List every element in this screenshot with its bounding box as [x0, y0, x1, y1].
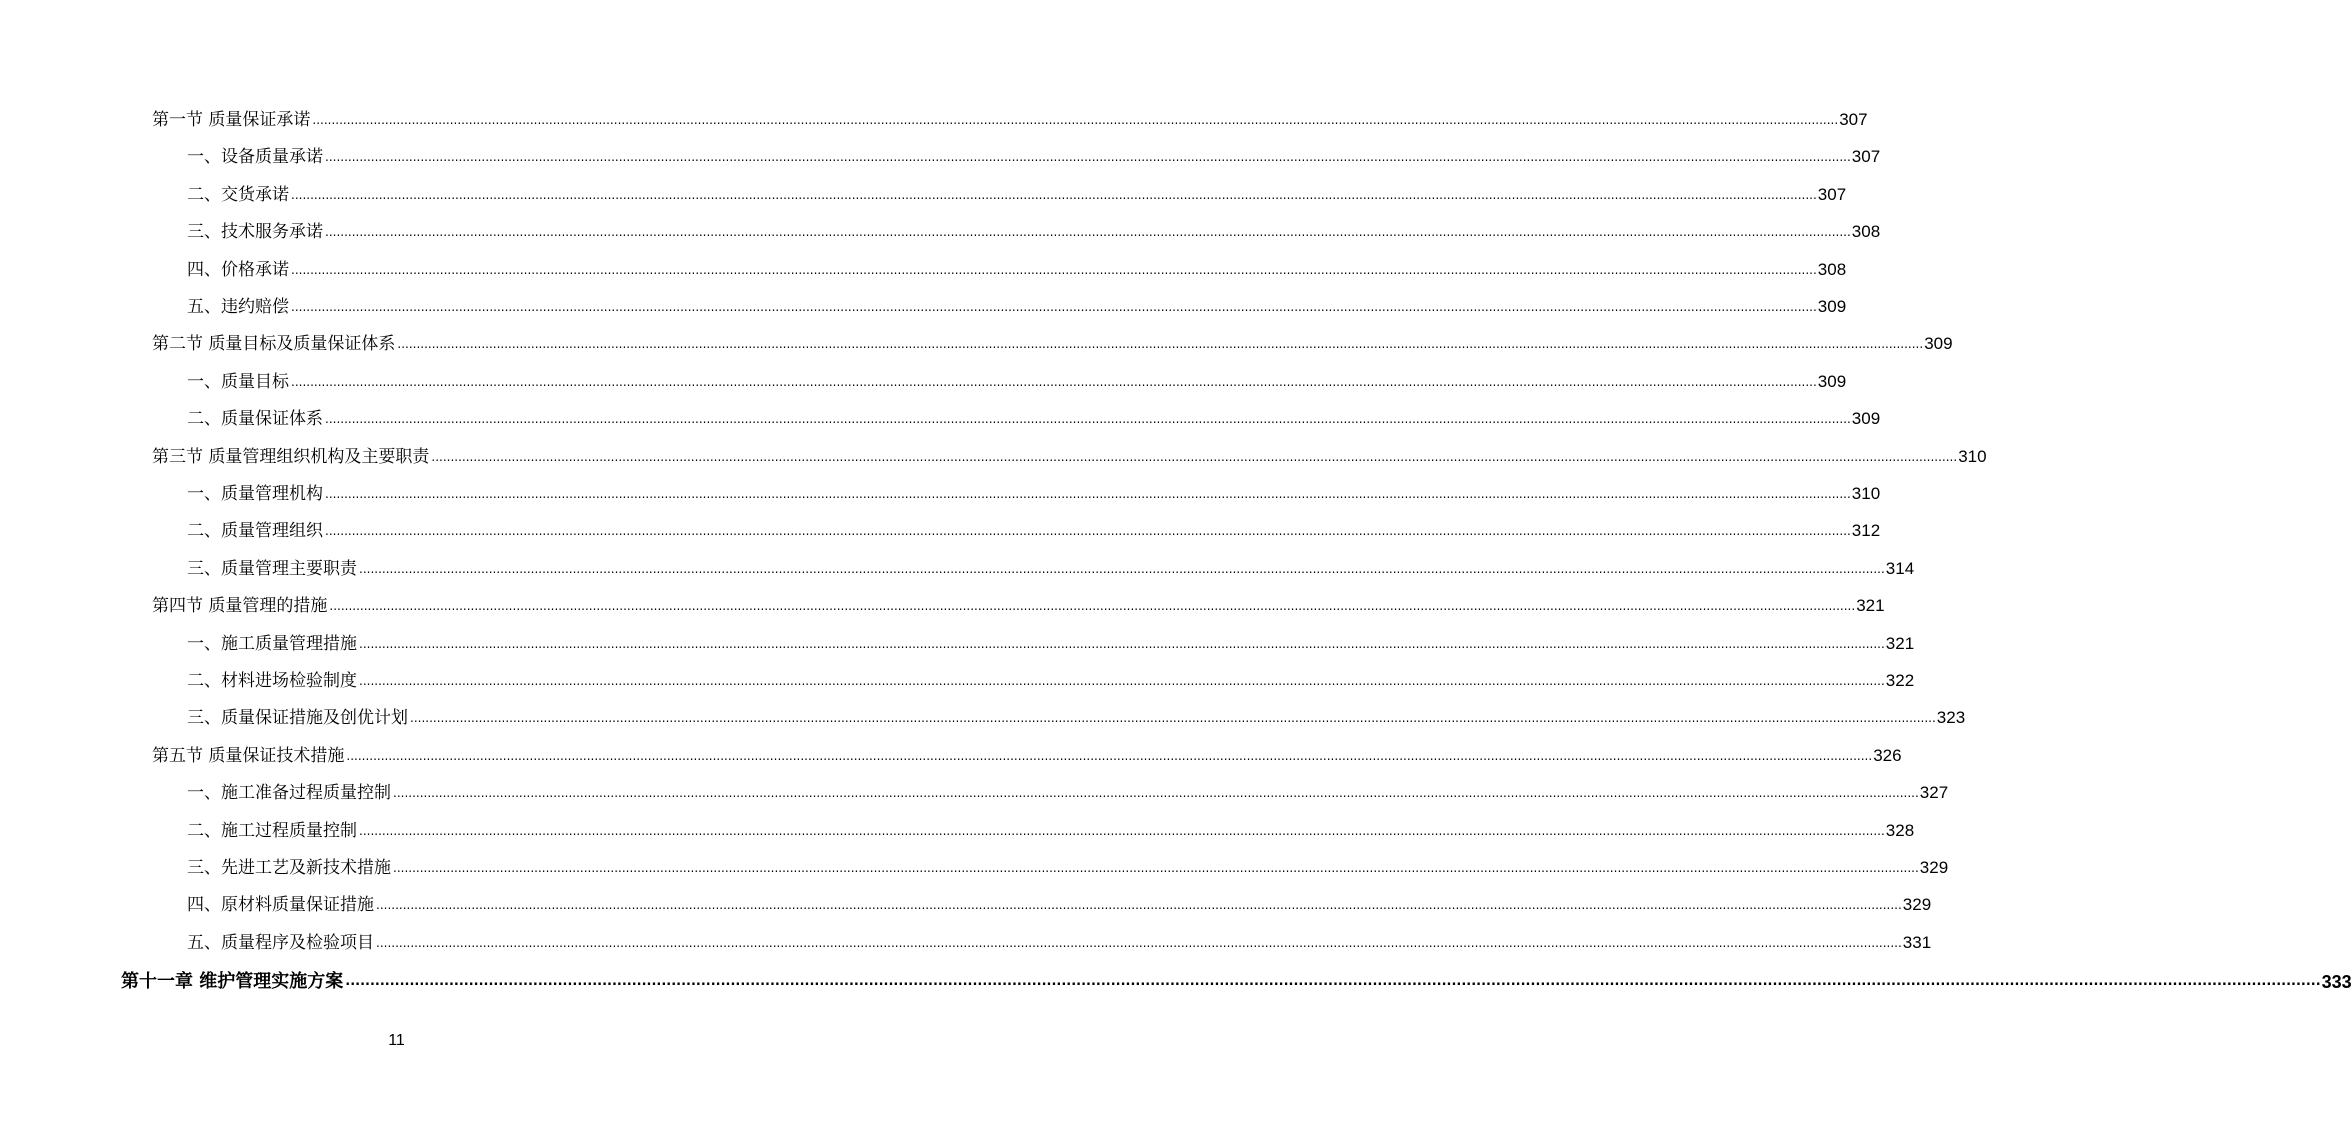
- dot-leader: ................................................................................................................................................................................................................................................................................................................................................................................................................: [291, 187, 1817, 202]
- toc-entry-item[interactable]: [187, 253, 1847, 281]
- toc-entry-page-number: 310: [1958, 446, 1987, 466]
- dot-leader: ................................................................................................................................................................................................................................................................................................................................................................................................................: [325, 487, 1851, 501]
- dot-leader: ................................................................................................................................................................................................................................................................................................................................................................................................................: [410, 711, 1936, 726]
- toc-entry-page-number: 310: [1851, 484, 1881, 503]
- toc-entry-item[interactable]: [187, 215, 1881, 243]
- dot-leader: ................................................................................................................................................................................................................................................................................................................................................................................................................: [325, 524, 1851, 539]
- dot-leader: ................................................................................................................................................................................................................................................................................................................................................................................................................: [393, 861, 1919, 875]
- toc-entry-item[interactable]: [187, 514, 1881, 542]
- toc-entry-title: 三、技术服务承诺: [187, 222, 323, 243]
- toc-entry-page-number: 308: [1817, 259, 1847, 279]
- dot-leader: ................................................................................................................................................................................................................................................................................................................................................................................................................: [325, 412, 1851, 427]
- toc-entry-title: 一、施工准备过程质量控制: [187, 783, 391, 804]
- toc-entry-title: 三、先进工艺及新技术措施: [187, 858, 391, 878]
- toc-entry-page-number: 329: [1902, 895, 1932, 915]
- toc-entry-title: 五、质量程序及检验项目: [187, 932, 374, 953]
- toc-entry-title: 第三节 质量管理组织机构及主要职责: [152, 446, 430, 467]
- toc-entry-item[interactable]: [187, 552, 1915, 580]
- toc-entry-title: 五、违约赔偿: [187, 297, 289, 317]
- dot-leader: ................................................................................................................................................................................................................................................................................................................................................................................................................: [393, 786, 1919, 801]
- toc-entry-title: 一、施工质量管理措施: [187, 633, 357, 654]
- toc-entry-title: 一、质量目标: [187, 371, 289, 392]
- toc-entry-title: 三、质量管理主要职责: [187, 558, 357, 579]
- dot-leader: ................................................................................................................................................................................................................................................................................................................................................................................................................: [291, 374, 1817, 389]
- toc-entry-title: 二、材料进场检验制度: [187, 671, 357, 691]
- toc-entry-title: 二、交货承诺: [187, 184, 289, 205]
- dot-leader: ................................................................................................................................................................................................................................................................................................................................................................................................................: [397, 337, 1924, 352]
- dot-leader: ................................................................................................................................................................................................................................................................................................................................................................................................................: [359, 636, 1885, 651]
- toc-entry-title: 第十一章 维护管理实施方案: [121, 971, 344, 993]
- toc-entry-page-number: 328: [1885, 820, 1915, 840]
- toc-entry-item[interactable]: [187, 290, 1847, 318]
- toc-entry-title: 第一节 质量保证承诺: [152, 110, 311, 130]
- toc-entry-page-number: 308: [1851, 222, 1881, 242]
- toc-entry-item[interactable]: [187, 776, 1949, 804]
- toc-entry-page-number: 309: [1851, 409, 1881, 429]
- toc-entry-page-number: 307: [1851, 147, 1881, 167]
- toc-entry-item[interactable]: [187, 140, 1881, 168]
- dot-leader: ................................................................................................................................................................................................................................................................................................................................................................................................................: [359, 823, 1885, 838]
- dot-leader: ................................................................................................................................................................................................................................................................................................................................................................................................................: [359, 674, 1885, 688]
- toc-entry-title: 二、质量保证体系: [187, 409, 323, 430]
- toc-entry-section[interactable]: [152, 103, 1868, 131]
- dot-leader: ................................................................................................................................................................................................................................................................................................................................................................................................................: [329, 599, 1856, 614]
- toc-entry-item[interactable]: [187, 402, 1881, 430]
- page-number: 11: [388, 1032, 405, 1049]
- dot-leader: ................................................................................................................................................................................................................................................................................................................................................................................................................: [291, 262, 1817, 277]
- toc-entry-item[interactable]: [187, 627, 1915, 655]
- toc-entry-chapter[interactable]: [121, 965, 2352, 993]
- toc-entry-page-number: 307: [1839, 110, 1868, 129]
- toc-entry-item[interactable]: [187, 365, 1847, 393]
- toc-entry-item[interactable]: [187, 814, 1915, 842]
- toc-entry-section[interactable]: [152, 327, 1953, 355]
- toc-entry-page-number: 307: [1817, 184, 1847, 204]
- dot-leader: ................................................................................................................................................................................................................................................................................................................................................................................................................: [325, 150, 1851, 165]
- toc-entry-title: 一、设备质量承诺: [187, 147, 323, 168]
- toc-entry-item[interactable]: [187, 701, 1966, 729]
- dot-leader: ................................................................................................................................................................................................................................................................................................................................................................................................................: [376, 898, 1902, 913]
- toc-entry-item[interactable]: [187, 851, 1949, 879]
- toc-entry-title: 四、价格承诺: [187, 259, 289, 280]
- toc-entry-item[interactable]: [187, 178, 1847, 206]
- toc-entry-title: 四、原材料质量保证措施: [187, 895, 374, 916]
- dot-leader: ................................................................................................................................................................................................................................................................................................................................................................................................................: [312, 113, 1839, 127]
- toc-entry-item[interactable]: [187, 926, 1932, 954]
- toc-entry-title: 第四节 质量管理的措施: [152, 596, 328, 617]
- toc-entry-page-number: 309: [1817, 371, 1847, 391]
- toc-entry-title: 二、质量管理组织: [187, 521, 323, 542]
- toc-entry-item[interactable]: [187, 888, 1932, 916]
- toc-entry-section[interactable]: [152, 440, 1987, 468]
- toc-entry-page-number: 309: [1817, 297, 1847, 316]
- dot-leader: ................................................................................................................................................................................................................................................................................................................................................................................................................: [291, 300, 1817, 314]
- toc-entry-page-number: 321: [1856, 596, 1885, 616]
- toc-entry-page-number: 333: [2321, 972, 2352, 993]
- toc-entry-title: 第二节 质量目标及质量保证体系: [152, 334, 396, 355]
- toc-entry-page-number: 331: [1902, 932, 1932, 952]
- dot-leader: ................................................................................................................................................................................................................................................................................................................................................................................................................: [376, 935, 1902, 950]
- toc-entry-page-number: 321: [1885, 633, 1915, 653]
- toc-entry-title: 三、质量保证措施及创优计划: [187, 708, 408, 729]
- toc-entry-item[interactable]: [187, 477, 1881, 505]
- dot-leader: ................................................................................................................................................................................................................................................................................................................................................................................................................: [359, 561, 1885, 576]
- dot-leader: ................................................................................................................................................................................................................................................................................................................................................................................................................: [431, 449, 1958, 464]
- toc-entry-page-number: 326: [1873, 745, 1902, 765]
- toc-entry-title: 一、质量管理机构: [187, 484, 323, 504]
- toc-entry-title: 第五节 质量保证技术措施: [152, 745, 345, 766]
- toc-entry-page-number: 314: [1885, 558, 1915, 578]
- dot-leader: ................................................................................................................................................................................................................................................................................................................................................................................................................: [345, 974, 2321, 990]
- toc-entry-page-number: 327: [1919, 783, 1949, 803]
- toc-entry-page-number: 323: [1936, 708, 1966, 728]
- dot-leader: ................................................................................................................................................................................................................................................................................................................................................................................................................: [325, 225, 1851, 240]
- toc-entry-page-number: 322: [1885, 671, 1915, 690]
- toc-entry-section[interactable]: [152, 739, 1902, 767]
- toc-entry-page-number: 309: [1924, 334, 1953, 354]
- toc-entry-title: 二、施工过程质量控制: [187, 820, 357, 841]
- toc-entry-item[interactable]: [187, 664, 1915, 692]
- toc-entry-section[interactable]: [152, 589, 1885, 617]
- toc-entry-page-number: 312: [1851, 521, 1881, 541]
- toc-entry-page-number: 329: [1919, 858, 1949, 877]
- dot-leader: ................................................................................................................................................................................................................................................................................................................................................................................................................: [346, 748, 1873, 763]
